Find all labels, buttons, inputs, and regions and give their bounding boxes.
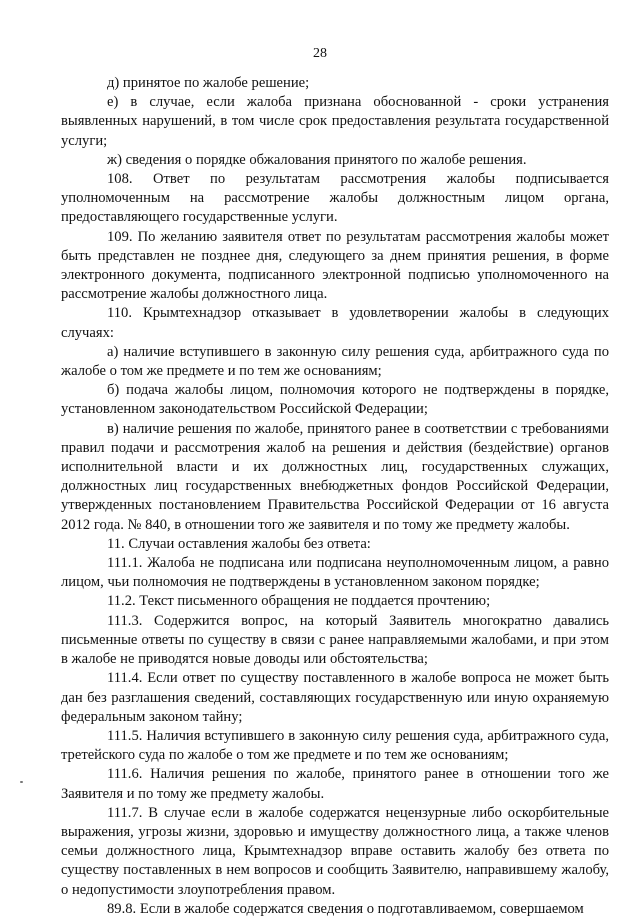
paragraph-11-2: 11.2. Текст письменного обращения не поддается прочтению; [107,593,491,610]
paragraph-110-b: б) подача жалобы лицом, полномочия которого не подтверждены в порядке, установленном законодательством Российской Федерации; [61,382,609,418]
paragraph-89-8: 89.8. Если в жалобе содержатся сведения о подготавливаемом, совершаемом [107,900,584,917]
paragraph-111-5: 111.5. Наличия вступившего в законную силу решения суда, арбитражного суда, третейского суда по жалобе о том же предмете и по тем же основаниям; [61,727,609,764]
paragraph-110-v: в) наличие решения по жалобе, принятого ранее в соответствии с требованиями правил подачи и рассмотрения жалоб на решения и действия (бездействие) органов исполнительной власти и их должностных лиц, государственных служащих, должностных лиц государственных внебюджетных фондов Российской Федерации, утвержденных постановлением Правительства Российской Федерации от 16 августа 2012 года. № 840, в отношении того же заявителя и по тому же предмету жалобы. [61,420,609,533]
paragraph-item-zh: ж) сведения о порядке обжалования принятого по жалобе решения. [107,151,527,168]
paragraph-111-4: 111.4. Если ответ по существу поставленного в жалобе вопроса не может быть дан без разглашения сведений, составляющих государственную или иную охраняемую федеральным законом тайну; [61,670,609,725]
paragraph-110: 110. Крымтехнадзор отказывает в удовлетворении жалобы в следующих случаях: [61,305,609,341]
paragraph-111-6: 111.6. Наличия решения по жалобе, принятого ранее в отношении того же Заявителя и по тому же предмету жалобы. [61,766,609,802]
paragraph-item-e: е) в случае, если жалоба признана обоснованной - сроки устранения выявленных нарушений, в том числе срок предоставления результата государственной услуги; [61,94,609,149]
paragraph-109: 109. По желанию заявителя ответ по результатам рассмотрения жалобы может быть представлен не позднее дня, следующего за днем принятия решения, в форме электронного документа, подписанного электронной подписью уполномоченного на рассмотрение жалобы должностного лица. [61,228,609,303]
paragraph-item-d: д) принятое по жалобе решение; [107,75,310,91]
paragraph-11: 11. Случаи оставления жалобы без ответа: [107,535,371,552]
paragraph-111-1: 111.1. Жалоба не подписана или подписана неуполномоченным лицом, а равно лицом, чьи полномочия не подтверждены в установленном законом порядке; [61,555,609,591]
paragraph-110-a: а) наличие вступившего в законную силу решения суда, арбитражного суда по жалобе о том же предмете и по тем же основаниям; [61,343,609,380]
paragraph-111-3: 111.3. Содержится вопрос, на который Заявитель многократно давались письменные ответы по существу в связи с ранее направляемыми жалобами, и при этом в жалобе не приводятся новые доводы или обстоятельства; [61,612,609,668]
paragraph-111-7: 111.7. В случае если в жалобе содержатся нецензурные либо оскорбительные выражения, угрозы жизни, здоровью и имуществу должностного лица, а также членов семьи должностного лица, Крымтехнадзор вправе оставить жалобу без ответа по существу поставленных в нем вопросов и сообщить Заявителю, направившему жалобу, о недопустимости злоупотребления правом. [61,804,609,898]
paragraph-108: 108. Ответ по результатам рассмотрения жалобы подписывается уполномоченным на рассмотрение жалобы должностным лицом органа, предоставляющего государственные услуги. [61,171,609,226]
page-number: 28 [313,46,327,61]
document-body [61,74,609,919]
scan-speck [20,781,23,783]
